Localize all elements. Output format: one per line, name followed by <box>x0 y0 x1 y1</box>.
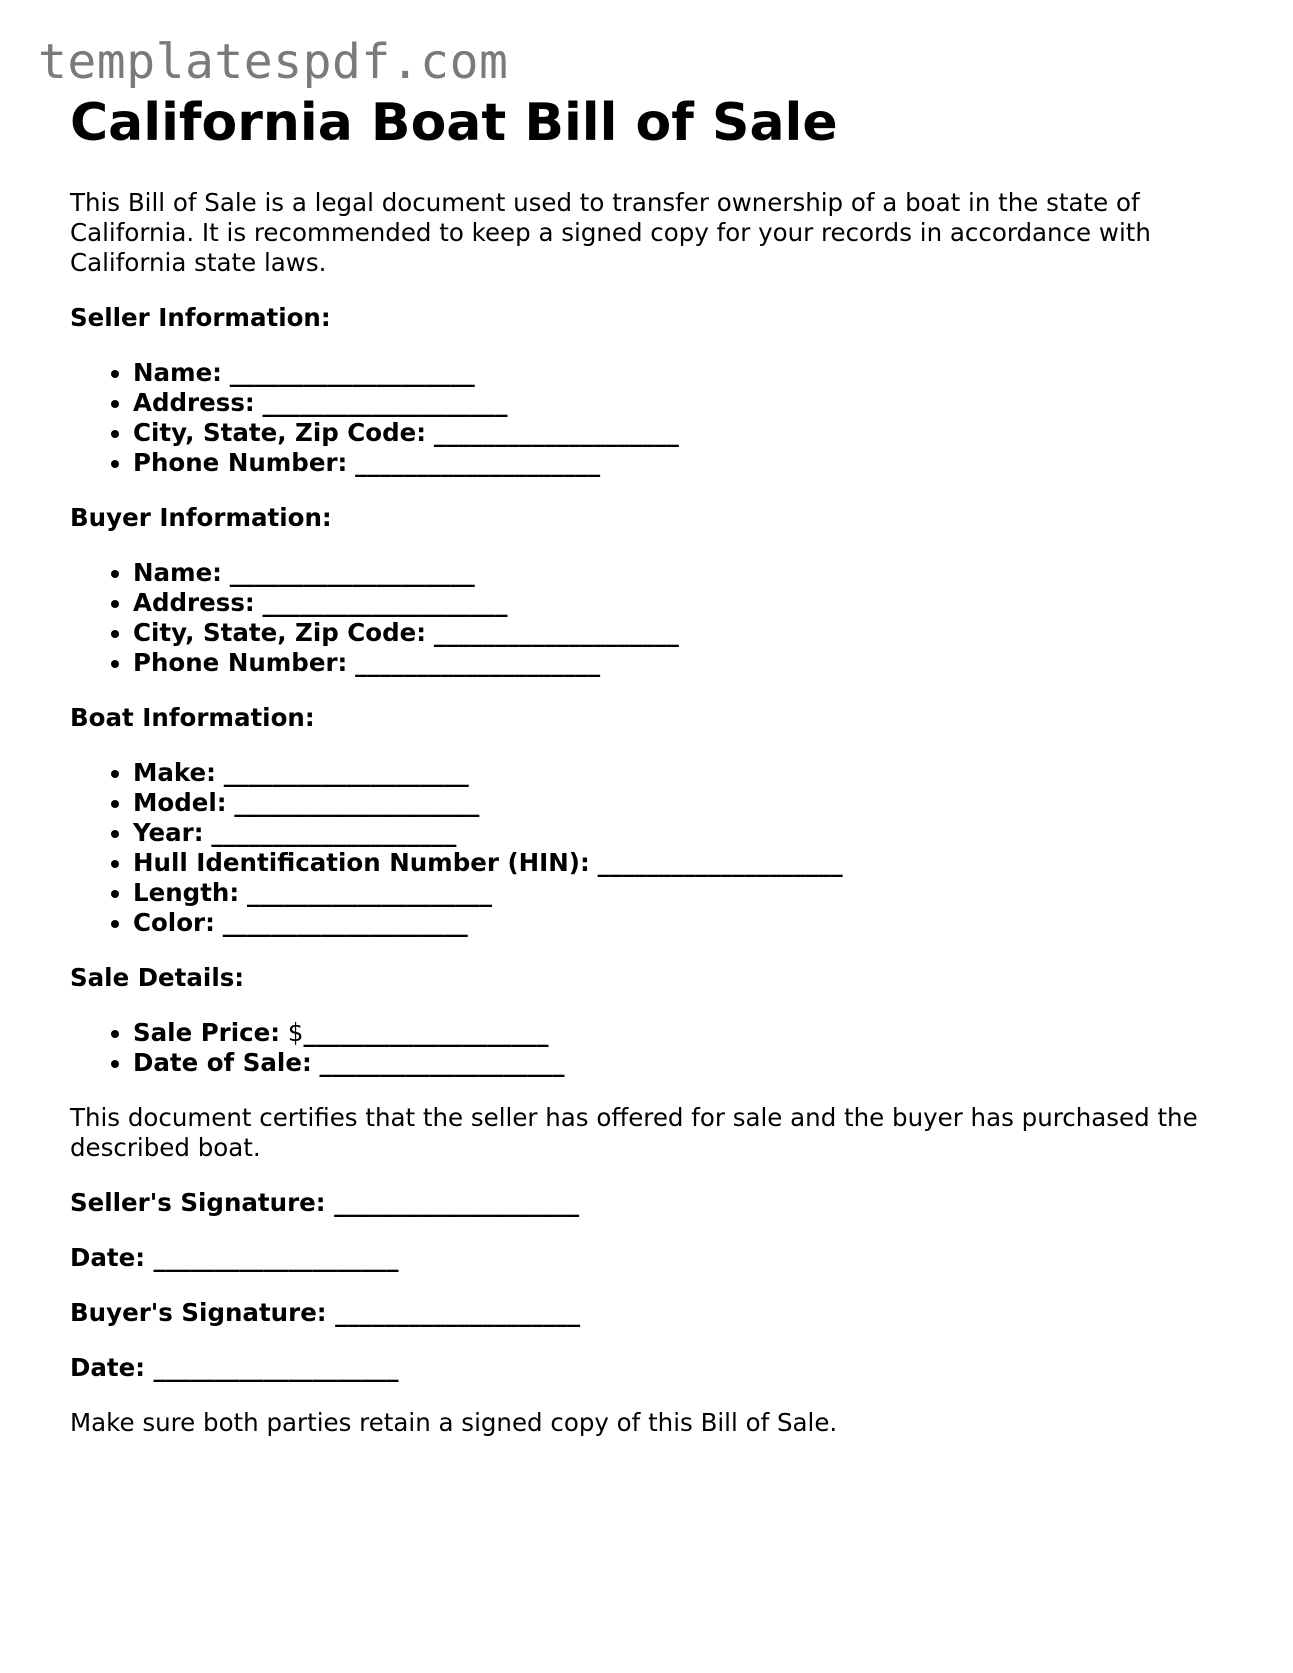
field-label: Make: <box>133 758 216 787</box>
blank-line: ____________________ <box>246 878 492 907</box>
buyer-name-field <box>133 558 1240 588</box>
blank-line: ____________________ <box>153 1353 399 1382</box>
blank-line: ____________________ <box>303 1018 549 1047</box>
seller-name-field <box>133 358 1240 388</box>
watermark: templatespdf.com <box>38 34 509 90</box>
field-label: Year: <box>133 818 204 847</box>
field-label: Name: <box>133 558 222 587</box>
boat-fields-list <box>70 758 1240 938</box>
seller-fields-list <box>70 358 1240 478</box>
blank-line: ____________________ <box>222 908 468 937</box>
boat-model-field <box>133 788 1240 818</box>
page-title: California Boat Bill of Sale <box>70 93 838 153</box>
buyer-fields-list <box>70 558 1240 678</box>
buyer-date-line <box>70 1353 1240 1383</box>
blank-line: ____________________ <box>229 358 475 387</box>
blank-line: ____________________ <box>211 818 457 847</box>
sale-fields-list <box>70 1018 1240 1078</box>
blank-line: ____________________ <box>234 788 480 817</box>
seller-date-line <box>70 1243 1240 1273</box>
field-label: Date of Sale: <box>133 1048 312 1077</box>
field-label: Date: <box>70 1353 145 1382</box>
seller-city-state-zip-field <box>133 418 1240 448</box>
blank-line: ____________________ <box>262 588 508 617</box>
field-label: Date: <box>70 1243 145 1272</box>
boat-color-field <box>133 908 1240 938</box>
field-label: Address: <box>133 388 255 417</box>
buyer-section-heading: Buyer Information: <box>70 503 332 532</box>
seller-address-field <box>133 388 1240 418</box>
buyer-city-state-zip-field <box>133 618 1240 648</box>
blank-line: ____________________ <box>262 388 508 417</box>
seller-phone-field <box>133 448 1240 478</box>
blank-line: ____________________ <box>355 648 601 677</box>
seller-signature-line <box>70 1188 1240 1218</box>
field-label: City, State, Zip Code: <box>133 418 427 447</box>
blank-line: ____________________ <box>223 758 469 787</box>
blank-line: ____________________ <box>335 1298 581 1327</box>
buyer-address-field <box>133 588 1240 618</box>
blank-line: ____________________ <box>433 418 679 447</box>
blank-line: ____________________ <box>597 848 843 877</box>
seller-section-heading: Seller Information: <box>70 303 331 332</box>
boat-year-field <box>133 818 1240 848</box>
field-label: Sale Price: <box>133 1018 281 1047</box>
field-label: Name: <box>133 358 222 387</box>
buyer-signature-line <box>70 1298 1240 1328</box>
field-label: Seller's Signature: <box>70 1188 326 1217</box>
document-page <box>70 92 1240 1438</box>
field-label: Color: <box>133 908 215 937</box>
boat-length-field <box>133 878 1240 908</box>
blank-line: ____________________ <box>153 1243 399 1272</box>
blank-line: ____________________ <box>355 448 601 477</box>
field-label: Hull Identification Number (HIN): <box>133 848 590 877</box>
field-label: Address: <box>133 588 255 617</box>
boat-make-field <box>133 758 1240 788</box>
certification-paragraph: This document certifies that the seller has offered for sale and the buyer has purchased the described boat. <box>70 1103 1198 1162</box>
buyer-phone-field <box>133 648 1240 678</box>
intro-paragraph: This Bill of Sale is a legal document used to transfer ownership of a boat in the state of California. It is recommended to keep a signed copy for your records in accordance with California state laws. <box>70 188 1151 277</box>
field-label: Length: <box>133 878 240 907</box>
blank-line: ____________________ <box>319 1048 565 1077</box>
boat-hin-field <box>133 848 1240 878</box>
blank-line: ____________________ <box>433 618 679 647</box>
closing-paragraph: Make sure both parties retain a signed copy of this Bill of Sale. <box>70 1408 838 1437</box>
blank-line: ____________________ <box>334 1188 580 1217</box>
field-label: Model: <box>133 788 227 817</box>
field-label: Phone Number: <box>133 648 348 677</box>
sale-price-field <box>133 1018 1240 1048</box>
currency-symbol: $ <box>287 1018 304 1047</box>
sale-section-heading: Sale Details: <box>70 963 245 992</box>
field-label: City, State, Zip Code: <box>133 618 427 647</box>
boat-section-heading: Boat Information: <box>70 703 315 732</box>
blank-line: ____________________ <box>229 558 475 587</box>
field-label: Phone Number: <box>133 448 348 477</box>
field-label: Buyer's Signature: <box>70 1298 327 1327</box>
sale-date-field <box>133 1048 1240 1078</box>
